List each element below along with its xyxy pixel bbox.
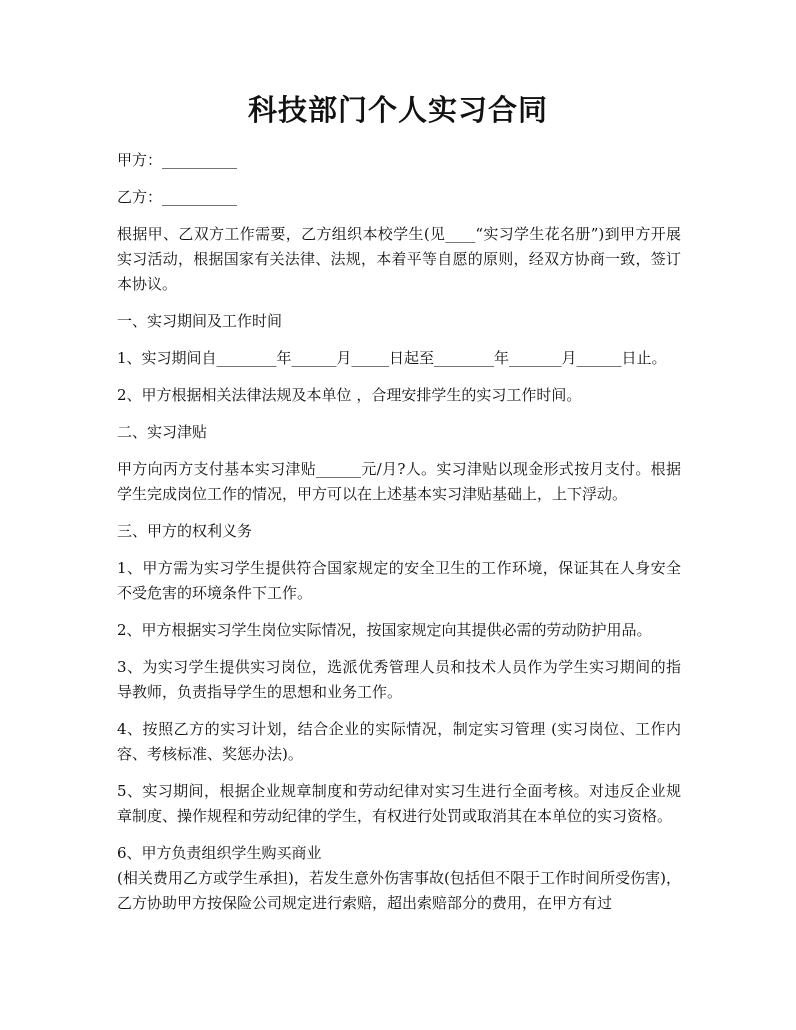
clause-paragraph: 6、甲方负责组织学生购买商业: [117, 844, 322, 862]
document-title: 科技部门个人实习合同: [247, 93, 548, 127]
clause-paragraph: 5、实习期间，根据企业规章制度和劳动纪律对实习生进行全面考核。对违反企业规章制度、操作规程和劳动纪律的学生，有权进行处罚或取消其在本单位的实习资格。: [117, 782, 681, 825]
clause-paragraph: 1、甲方需为实习学生提供符合国家规定的安全卫生的工作环境，保证其在人身安全不受危害的环境条件下工作。: [117, 559, 681, 602]
clause-paragraph: 3、为实习学生提供实习岗位，选派优秀管理人员和技术人员作为学生实习期间的指导教师，负责指导学生的思想和业务工作。: [117, 658, 681, 701]
document-body: [117, 148, 681, 928]
party-a-line: 甲方：__________: [117, 151, 238, 169]
preamble-paragraph: 根据甲、乙双方工作需要，乙方组织本校学生(见____“实习学生花名册”)到甲方开展实习活动，根据国家有关法律、法规，本着平等自愿的原则，经双方协商一致，签订本协议。: [117, 225, 681, 293]
clause-paragraph: 2、甲方根据实习学生岗位实际情况，按国家规定向其提供必需的劳动防护用品。: [117, 621, 652, 639]
clause-paragraph: 甲方向丙方支付基本实习津贴______元/月?人。实习津贴以现金形式按月支付。根据学生完成岗位工作的情况，甲方可以在上述基本实习津贴基础上，上下浮动。: [117, 460, 681, 503]
clause-continuation: (相关费用乙方或学生承担)，若发生意外伤害事故(包括但不限于工作时间所受伤害)，乙方协助甲方按保险公司规定进行索赔，超出索赔部分的费用，在甲方有过: [117, 869, 681, 912]
clause-paragraph: 2、甲方根据相关法律法规及本单位 ，合理安排学生的实习工作时间。: [117, 386, 582, 404]
section-heading-period: 一、实习期间及工作时间: [117, 312, 283, 330]
party-b-line: 乙方：__________: [117, 188, 238, 206]
clause-paragraph: 1、实习期间自________年______月_____日起至________年_______月______日止。: [117, 349, 667, 367]
clause-paragraph: 4、按照乙方的实习计划，结合企业的实际情况，制定实习管理 (实习岗位、工作内容、考核标准、奖惩办法)。: [117, 720, 681, 763]
section-heading-allowance: 二、实习津贴: [117, 423, 208, 441]
section-heading-party-a-rights: 三、甲方的权利义务: [117, 522, 253, 540]
